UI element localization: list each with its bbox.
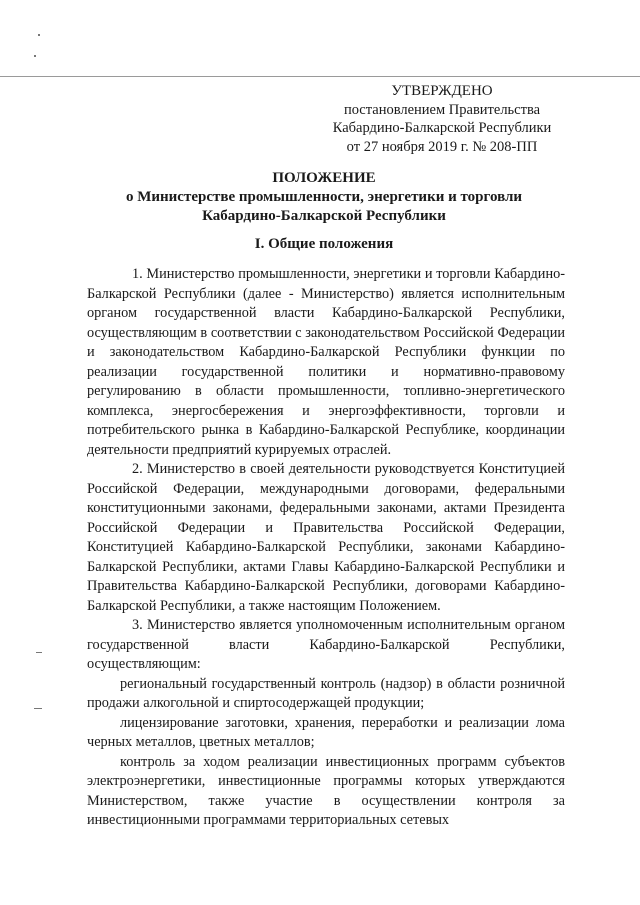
approval-line-2: Кабардино-Балкарской Республики xyxy=(332,120,552,136)
approval-block xyxy=(320,82,564,156)
title-subtitle-2: Кабардино-Балкарской Республики xyxy=(202,208,446,224)
margin-mark xyxy=(38,34,40,36)
approval-line-3: от 27 ноября 2019 г. № 208-ПП xyxy=(346,138,538,155)
paragraph-2: 2. Министерство в своей деятельности руководствуется Конституцией Российской Федерации, международными договорами, федеральными конституционными законами, федеральными законами, актами Президента Российской Федерации и Правительства Российской Федерации, Конституцией Кабардино-Балкарской Республики, законами Кабардино-Балкарской Республики, актами Главы Кабардино-Балкарской Республики и Правительства Кабардино-Балкарской Республики, договорами Кабардино-Балкарской Республики, а также настоящим Положением. xyxy=(87,461,565,614)
title-subtitle-1: о Министерстве промышленности, энергетики и торговли xyxy=(125,189,523,205)
list-item: региональный государственный контроль (надзор) в области розничной продажи алкогольной и спиртосодержащей продукции; xyxy=(87,675,565,711)
margin-mark xyxy=(34,55,36,57)
list-item: контроль за ходом реализации инвестиционных программ субъектов электроэнергетики, инвестиционные программы которых утверждаются Министерством, также участие в осуществлении контроля за инвестиционными программами территориальных сетевых xyxy=(87,753,565,828)
approval-stamp: УТВЕРЖДЕНО xyxy=(391,83,493,99)
approval-line-1: постановлением Правительства xyxy=(343,101,541,118)
paragraph-1: 1. Министерство промышленности, энергетики и торговли Кабардино-Балкарской Республики (далее - Министерство) является исполнительным органом государственной власти Кабардино-Балкарской Республики, осуществляющим в соответствии с законодательством Российской Федерации и законодательством Кабардино-Балкарской Республики функции по реализации государственной политики и нормативно-правовому регулированию в области промышленности, топливно-энергетического комплекса, энергосбережения и энергоэффективности, торговли и потребительского рынка в Кабардино-Балкарской Республике, координации деятельности предприятий курируемых отраслей. xyxy=(87,266,565,458)
paragraph-3: 3. Министерство является уполномоченным исполнительным органом государственной власти Кабардино-Балкарской Республики, осуществляющим: xyxy=(87,617,565,672)
margin-mark xyxy=(36,652,42,653)
list-item: лицензирование заготовки, хранения, переработки и реализации лома черных металлов, цветных металлов; xyxy=(87,714,565,750)
title-heading: ПОЛОЖЕНИЕ xyxy=(272,170,376,186)
section-heading: I. Общие положения xyxy=(254,236,394,252)
margin-mark xyxy=(34,708,42,709)
scan-edge-line xyxy=(0,76,640,77)
document-title xyxy=(82,169,566,226)
document-body xyxy=(87,265,565,831)
